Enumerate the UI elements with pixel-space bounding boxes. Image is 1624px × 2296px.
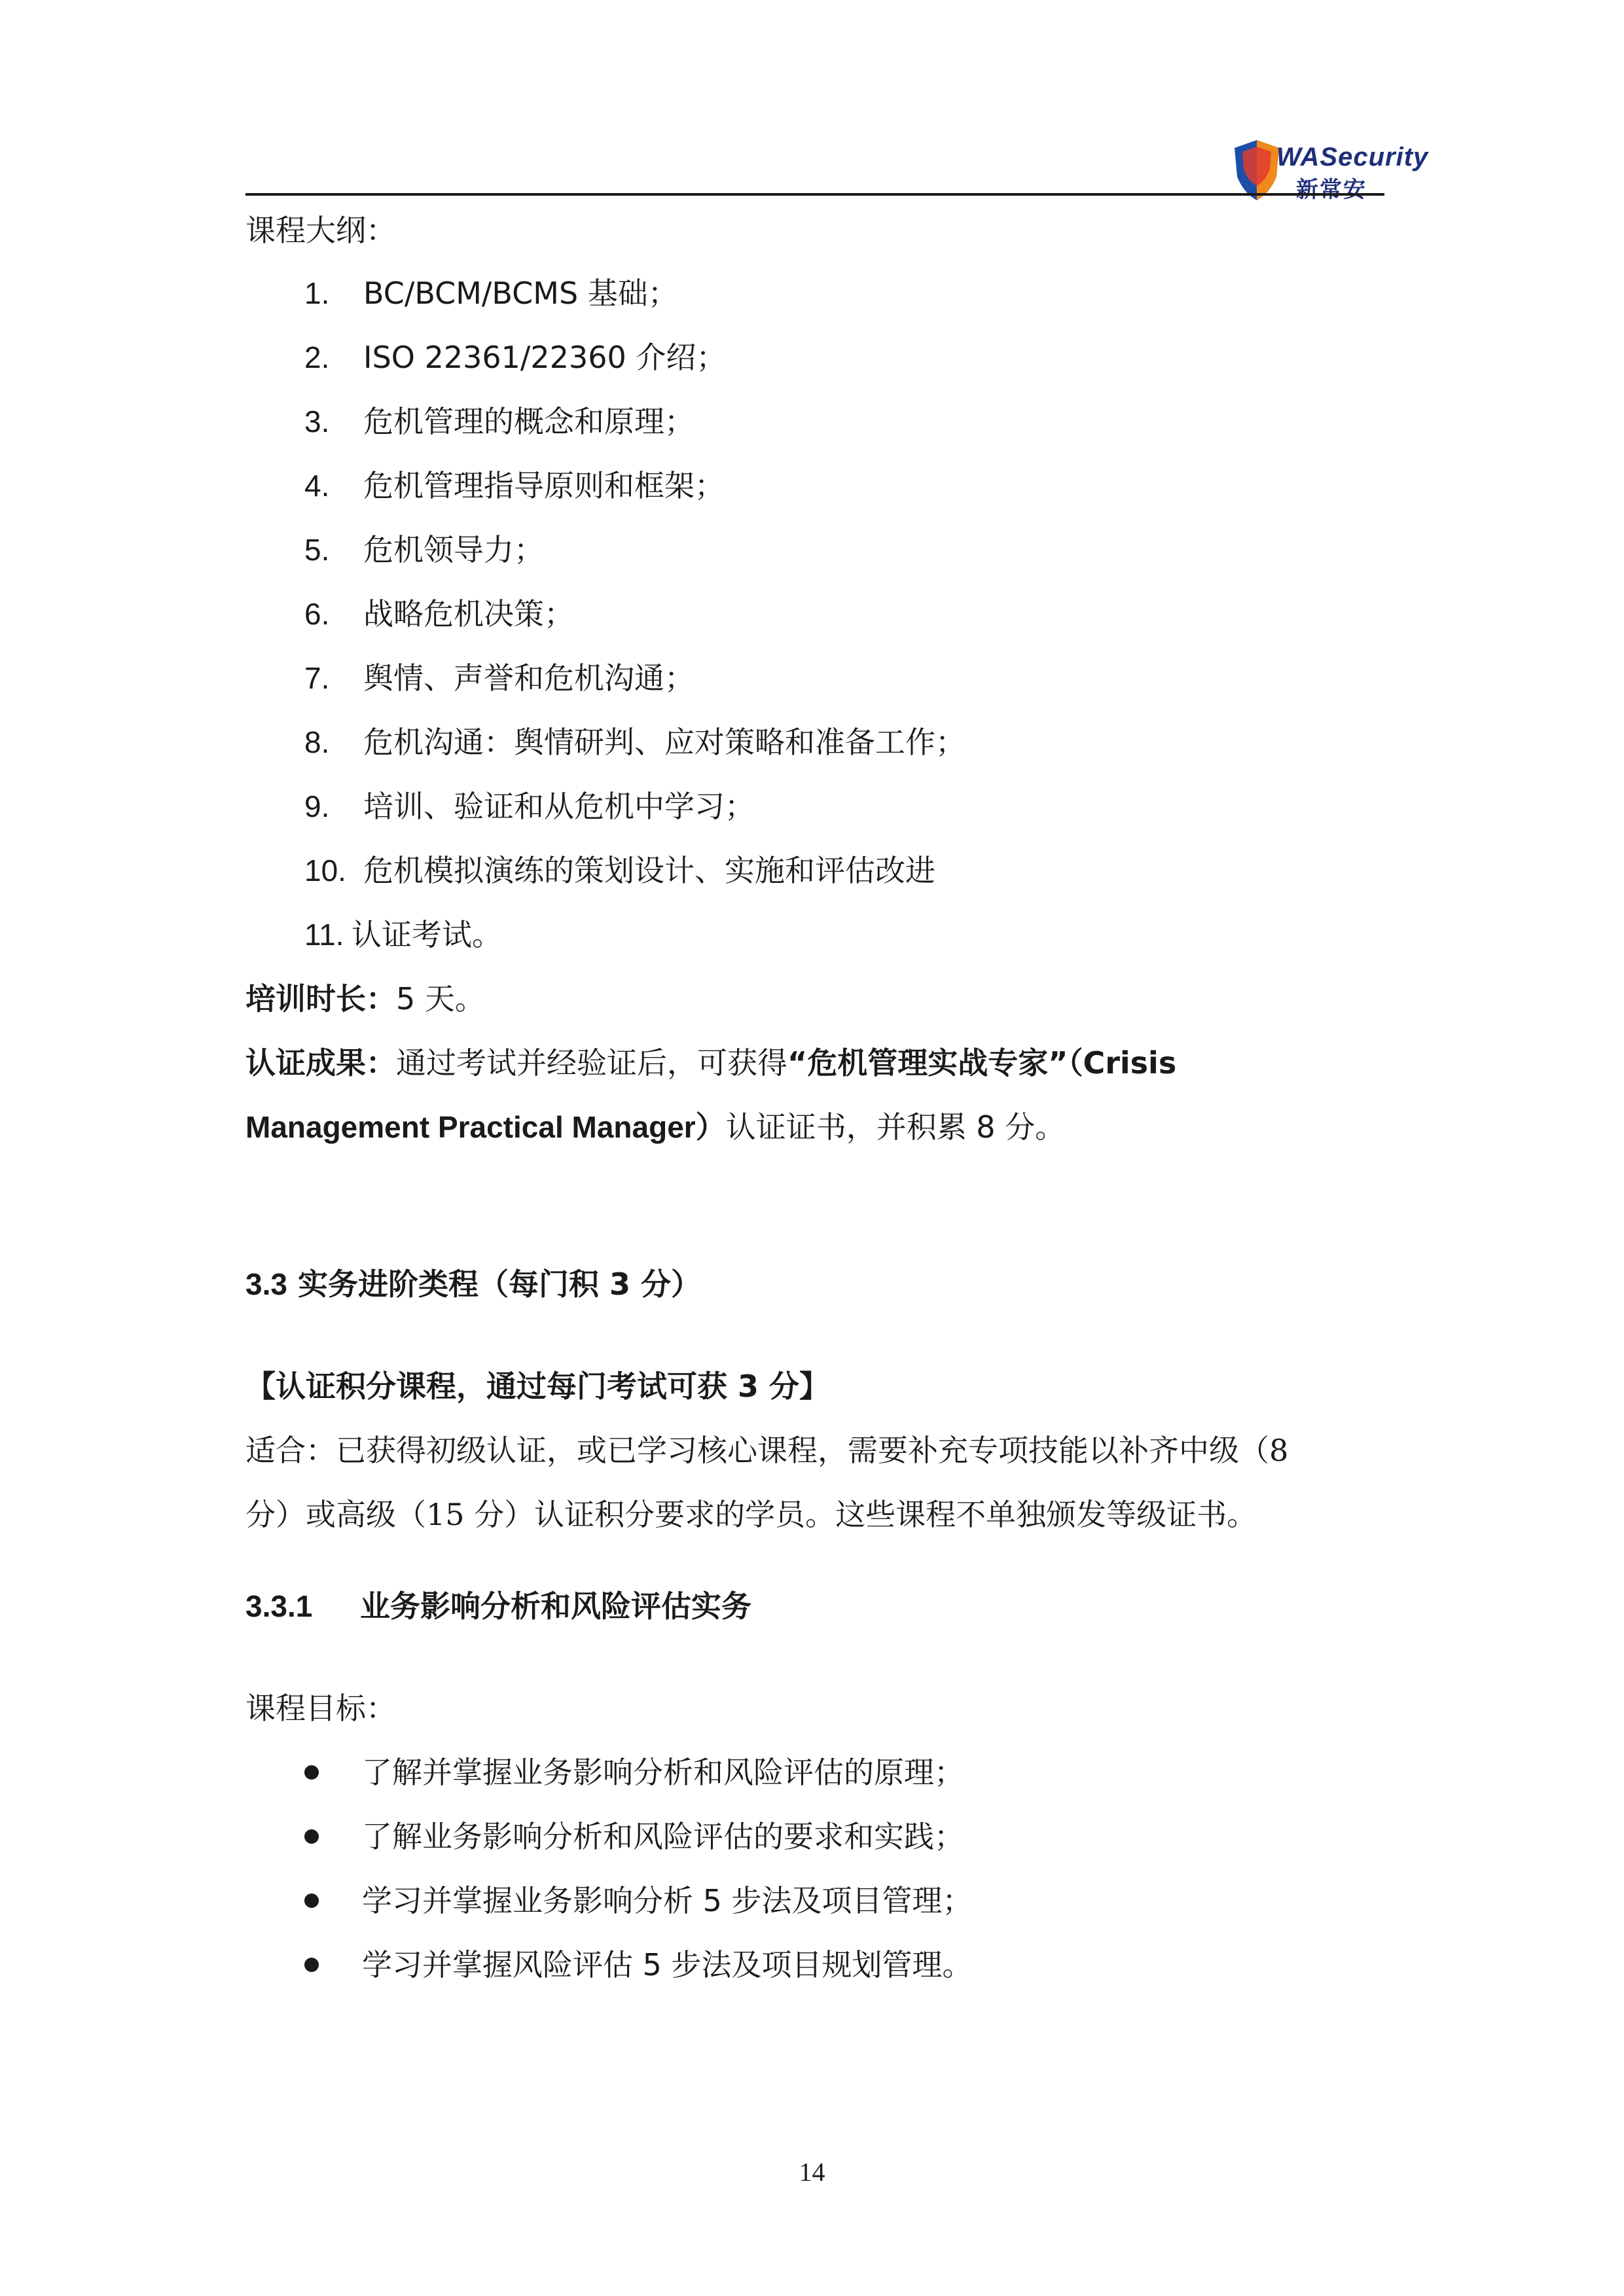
applicable-line-2: 分）或高级（15 分）认证积分要求的学员。这些课程不单独颁发等级证书。 — [245, 1497, 1257, 1532]
bullet-icon — [304, 1765, 319, 1780]
outline-item-text: 培训、验证和从危机中学习； — [363, 789, 755, 824]
header-divider — [245, 193, 1384, 196]
logo-wordmark: WASecurity — [1276, 143, 1429, 171]
outline-item-text: 危机模拟演练的策划设计、实施和评估改进 — [363, 853, 935, 888]
certification-label: 认证成果： — [245, 1045, 396, 1081]
outline-item — [304, 466, 725, 505]
certification-line-1 — [245, 1043, 1176, 1083]
outline-item-text: 舆情、声誉和危机沟通； — [363, 660, 695, 696]
outline-item — [304, 402, 695, 441]
goals-heading: 课程目标： — [245, 1691, 396, 1726]
section-3-3-heading — [245, 1265, 701, 1304]
outline-item — [304, 594, 574, 634]
certification-line-2 — [245, 1107, 1065, 1147]
bullet-icon — [304, 1958, 319, 1972]
section-3-3-1-heading — [245, 1587, 751, 1626]
outline-item-number: 6. — [304, 597, 330, 631]
section-number: 3.3 — [245, 1267, 287, 1301]
outline-item-text: BC/BCM/BCMS 基础； — [363, 276, 678, 311]
section-number: 3.3.1 — [245, 1589, 313, 1623]
goal-text: 学习并掌握业务影响分析 5 步法及项目管理； — [362, 1883, 973, 1918]
duration-value: 5 天。 — [396, 981, 485, 1016]
training-duration — [245, 979, 485, 1018]
credit-note: 【认证积分课程，通过每门考试可获 3 分】 — [245, 1369, 830, 1404]
duration-label: 培训时长： — [245, 981, 396, 1016]
outline-item-number: 10. — [304, 853, 346, 888]
bullet-icon — [304, 1829, 319, 1844]
outline-heading: 课程大纲： — [245, 213, 396, 248]
outline-item-text: 危机管理指导原则和框架； — [363, 468, 725, 503]
outline-item-text: 战略危机决策； — [363, 596, 574, 632]
outline-item-number: 9. — [304, 789, 330, 823]
goal-item — [304, 1945, 973, 1984]
outline-item-text: ISO 22361/22360 介绍； — [363, 340, 727, 375]
outline-item — [304, 723, 965, 762]
outline-item — [304, 530, 544, 569]
goal-item — [304, 1817, 964, 1856]
outline-item-text: 危机领导力； — [363, 532, 544, 567]
outline-item-number: 8. — [304, 725, 330, 759]
certification-title: “危机管理实战专家”（Crisis — [787, 1045, 1177, 1081]
certification-text: 通过考试并经验证后，可获得 — [396, 1045, 787, 1081]
outline-item — [304, 915, 502, 954]
bullet-icon — [304, 1893, 319, 1908]
outline-item — [304, 787, 755, 826]
outline-item — [304, 851, 935, 890]
outline-item — [304, 338, 726, 377]
outline-item-text: 危机沟通：舆情研判、应对策略和准备工作； — [363, 725, 965, 760]
outline-item-number: 7. — [304, 661, 330, 695]
outline-item-number: 3. — [304, 404, 330, 439]
outline-item-text: 认证考试。 — [352, 917, 502, 952]
applicable-line-1: 适合：已获得初级认证，或已学习核心课程，需要补充专项技能以补齐中级（8 — [245, 1433, 1289, 1468]
outline-item-number: 11. — [304, 918, 344, 952]
outline-item — [304, 274, 678, 313]
section-title: 实务进阶类程（每门积 3 分） — [297, 1266, 702, 1302]
outline-item-number: 4. — [304, 469, 330, 503]
certification-title-en: Management Practical Manager） — [245, 1110, 726, 1144]
goal-item — [304, 1753, 964, 1792]
outline-item-number: 2. — [304, 340, 330, 374]
goal-text: 了解并掌握业务影响分析和风险评估的原理； — [362, 1755, 964, 1790]
goal-text: 学习并掌握风险评估 5 步法及项目规划管理。 — [362, 1947, 973, 1982]
outline-item-text: 危机管理的概念和原理； — [363, 404, 695, 439]
outline-item — [304, 658, 695, 698]
page-number: 14 — [799, 2157, 825, 2187]
outline-item-number: 1. — [304, 276, 330, 310]
section-title: 业务影响分析和风险评估实务 — [360, 1588, 751, 1624]
logo-chinese-name: 新常安 — [1296, 177, 1367, 203]
certification-text-2: 认证证书，并积累 8 分。 — [725, 1109, 1066, 1145]
outline-item-number: 5. — [304, 533, 330, 567]
goal-text: 了解业务影响分析和风险评估的要求和实践； — [362, 1819, 964, 1854]
goal-item — [304, 1881, 973, 1920]
